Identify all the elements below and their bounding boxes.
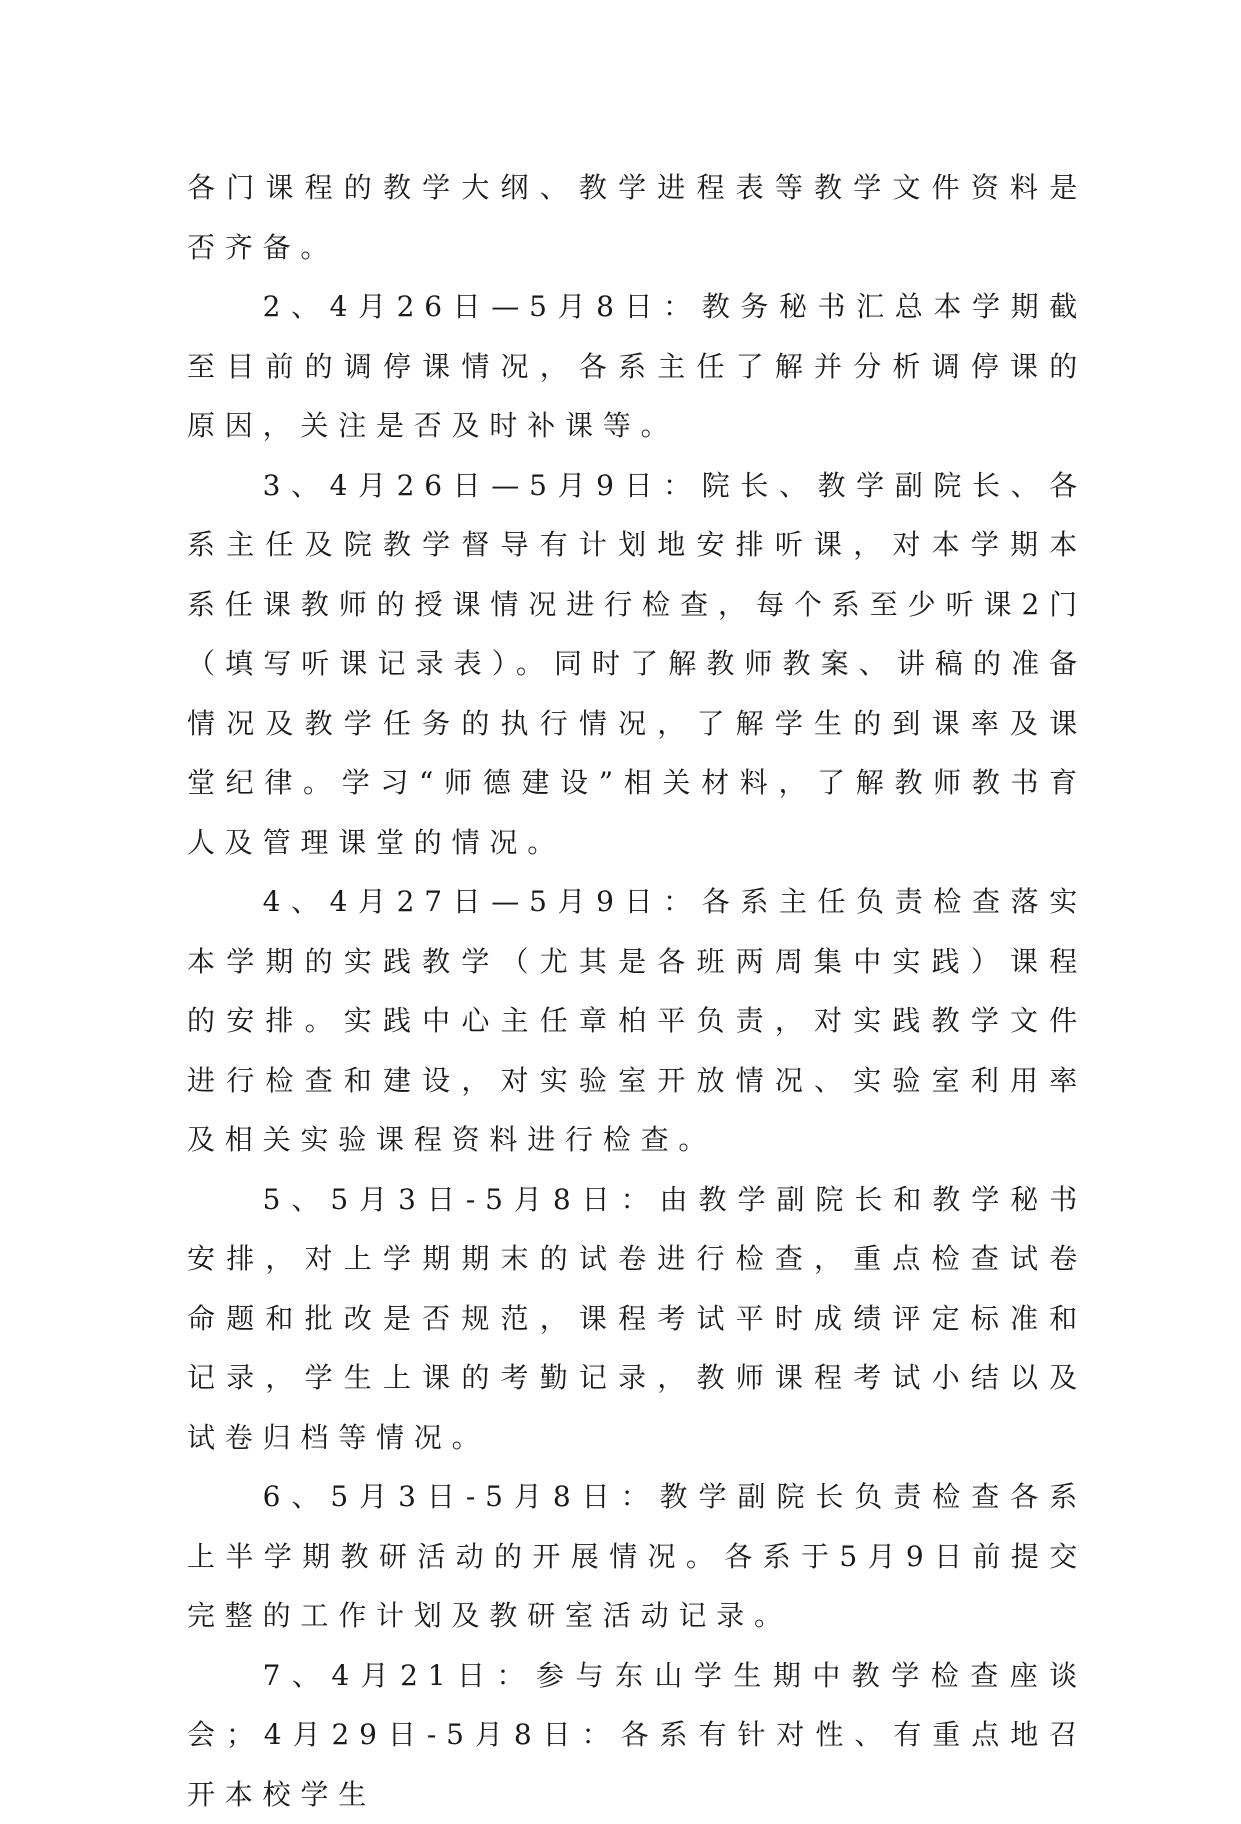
paragraph-item-6: 6、5月3日-5月8日：教学副院长负责检查各系上半学期教研活动的开展情况。各系于5月9日前提交完整的工作计划及教研室活动记录。 — [187, 1467, 1087, 1646]
paragraph-continuation: 各门课程的教学大纲、教学进程表等教学文件资料是否齐备。 — [187, 158, 1087, 277]
paragraph-item-7: 7、4月21日：参与东山学生期中教学检查座谈会；4月29日-5月8日：各系有针对性、有重点地召开本校学生 — [187, 1646, 1087, 1824]
paragraph-item-2: 2、4月26日—5月8日：教务秘书汇总本学期截至目前的调停课情况，各系主任了解并分析调停课的原因，关注是否及时补课等。 — [187, 277, 1087, 456]
document-body — [187, 158, 1087, 1824]
paragraph-item-3: 3、4月26日—5月9日：院长、教学副院长、各系主任及院教学督导有计划地安排听课，对本学期本系任课教师的授课情况进行检查，每个系至少听课2门（填写听课记录表）。同时了解教师教案、讲稿的准备情况及教学任务的执行情况，了解学生的到课率及课堂纪律。学习“师德建设”相关材料，了解教师教书育人及管理课堂的情况。 — [187, 456, 1087, 873]
paragraph-item-4: 4、4月27日—5月9日：各系主任负责检查落实本学期的实践教学（尤其是各班两周集中实践）课程的安排。实践中心主任章柏平负责，对实践教学文件进行检查和建设，对实验室开放情况、实验室利用率及相关实验课程资料进行检查。 — [187, 872, 1087, 1170]
paragraph-item-5: 5、5月3日-5月8日：由教学副院长和教学秘书安排，对上学期期末的试卷进行检查，重点检查试卷命题和批改是否规范，课程考试平时成绩评定标准和记录，学生上课的考勤记录，教师课程考试小结以及试卷归档等情况。 — [187, 1170, 1087, 1468]
